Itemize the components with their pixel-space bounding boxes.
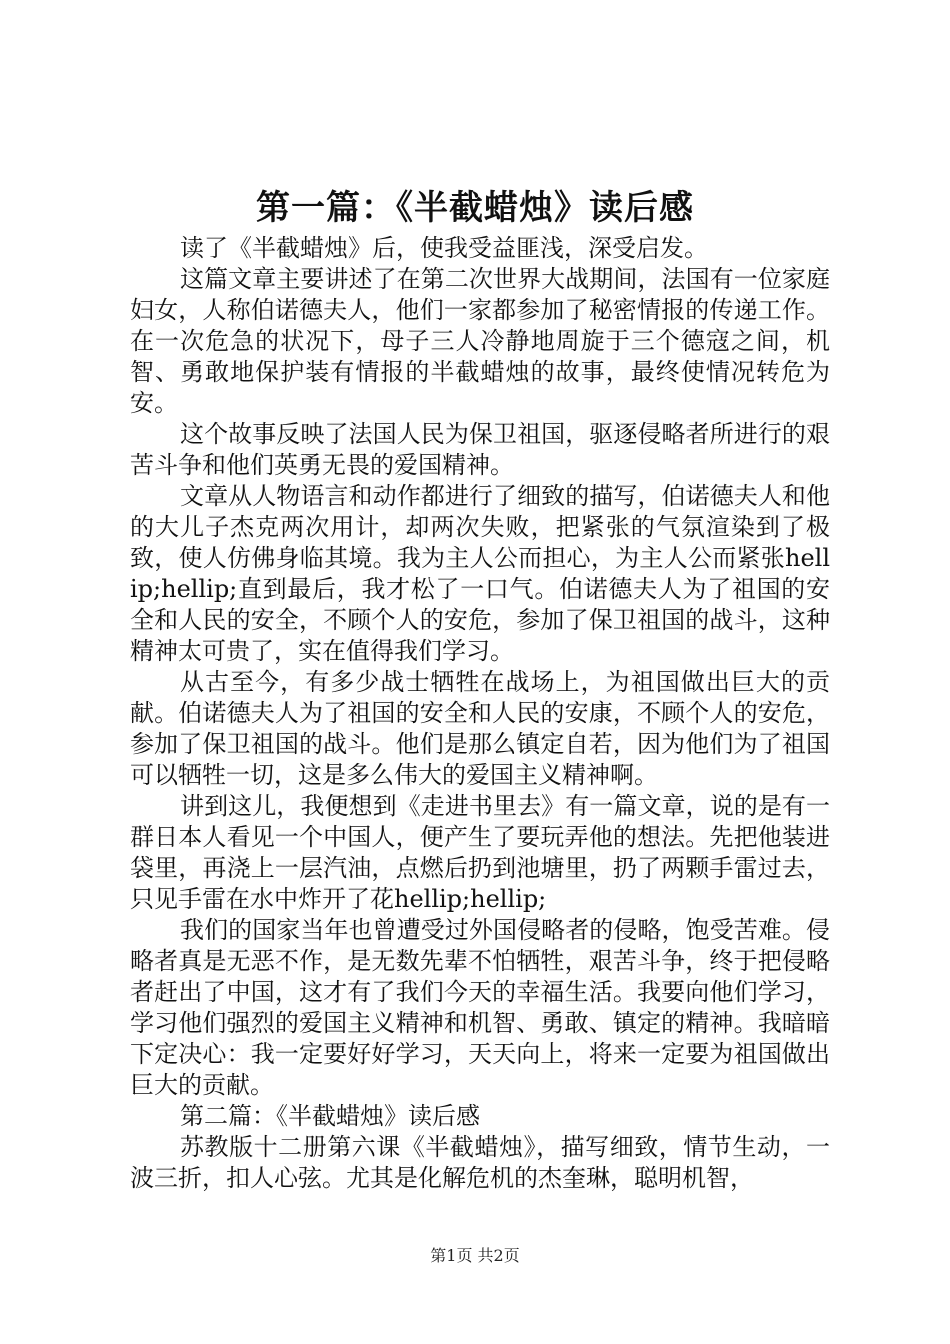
page-total: 共2页 bbox=[477, 1246, 520, 1265]
paragraph: 文章从人物语言和动作都进行了细致的描写，伯诺德夫人和他的大儿子杰克两次用计，却两次失败，把紧张的气氛渲染到了极致，使人仿佛身临其境。我为主人公而担心，为主人公而紧张hellip;hellip;直到最后，我才松了一口气。伯诺德夫人为了祖国的安全和人民的安全，不顾个人的安危，参加了保卫祖国的战斗，这种精神太可贵了，实在值得我们学习。 bbox=[130, 482, 830, 665]
page-number: 第1页 bbox=[430, 1246, 473, 1265]
paragraph: 读了《半截蜡烛》后，使我受益匪浅，深受启发。 bbox=[180, 234, 708, 262]
document-title: 第一篇：《半截蜡烛》读后感 bbox=[256, 188, 694, 228]
paragraph: 讲到这儿，我便想到《走进书里去》有一篇文章，说的是有一群日本人看见一个中国人，便产生了要玩弄他的想法。先把他装进袋里，再浇上一层汽油，点燃后扔到池塘里，扔了两颗手雷过去，只见手雷在水中炸开了花hellip;hellip; bbox=[130, 792, 830, 913]
document-body bbox=[130, 233, 830, 1194]
section-heading: 第二篇：《半截蜡烛》读后感 bbox=[180, 1102, 480, 1130]
paragraph: 这个故事反映了法国人民为保卫祖国，驱逐侵略者所进行的艰苦斗争和他们英勇无畏的爱国精神。 bbox=[130, 420, 830, 479]
paragraph: 我们的国家当年也曾遭受过外国侵略者的侵略，饱受苦难。侵略者真是无恶不作，是无数先辈不怕牺牲，艰苦斗争，终于把侵略者赶出了中国，这才有了我们今天的幸福生活。我要向他们学习，学习他们强烈的爱国主义精神和机智、勇敢、镇定的精神。我暗暗下定决心：我一定要好好学习，天天向上，将来一定要为祖国做出巨大的贡献。 bbox=[130, 916, 830, 1099]
paragraph: 从古至今，有多少战士牺牲在战场上，为祖国做出巨大的贡献。伯诺德夫人为了祖国的安全和人民的安康，不顾个人的安危，参加了保卫祖国的战斗。他们是那么镇定自若，因为他们为了祖国可以牺牲一切，这是多么伟大的爱国主义精神啊。 bbox=[130, 668, 830, 789]
page-footer bbox=[0, 1244, 950, 1268]
paragraph: 这篇文章主要讲述了在第二次世界大战期间，法国有一位家庭妇女，人称伯诺德夫人，他们一家都参加了秘密情报的传递工作。在一次危急的状况下，母子三人冷静地周旋于三个德寇之间，机智、勇敢地保护装有情报的半截蜡烛的故事，最终使情况转危为安。 bbox=[130, 265, 830, 417]
paragraph: 苏教版十二册第六课《半截蜡烛》，描写细致，情节生动，一波三折，扣人心弦。尤其是化解危机的杰奎琳，聪明机智， bbox=[130, 1133, 830, 1192]
